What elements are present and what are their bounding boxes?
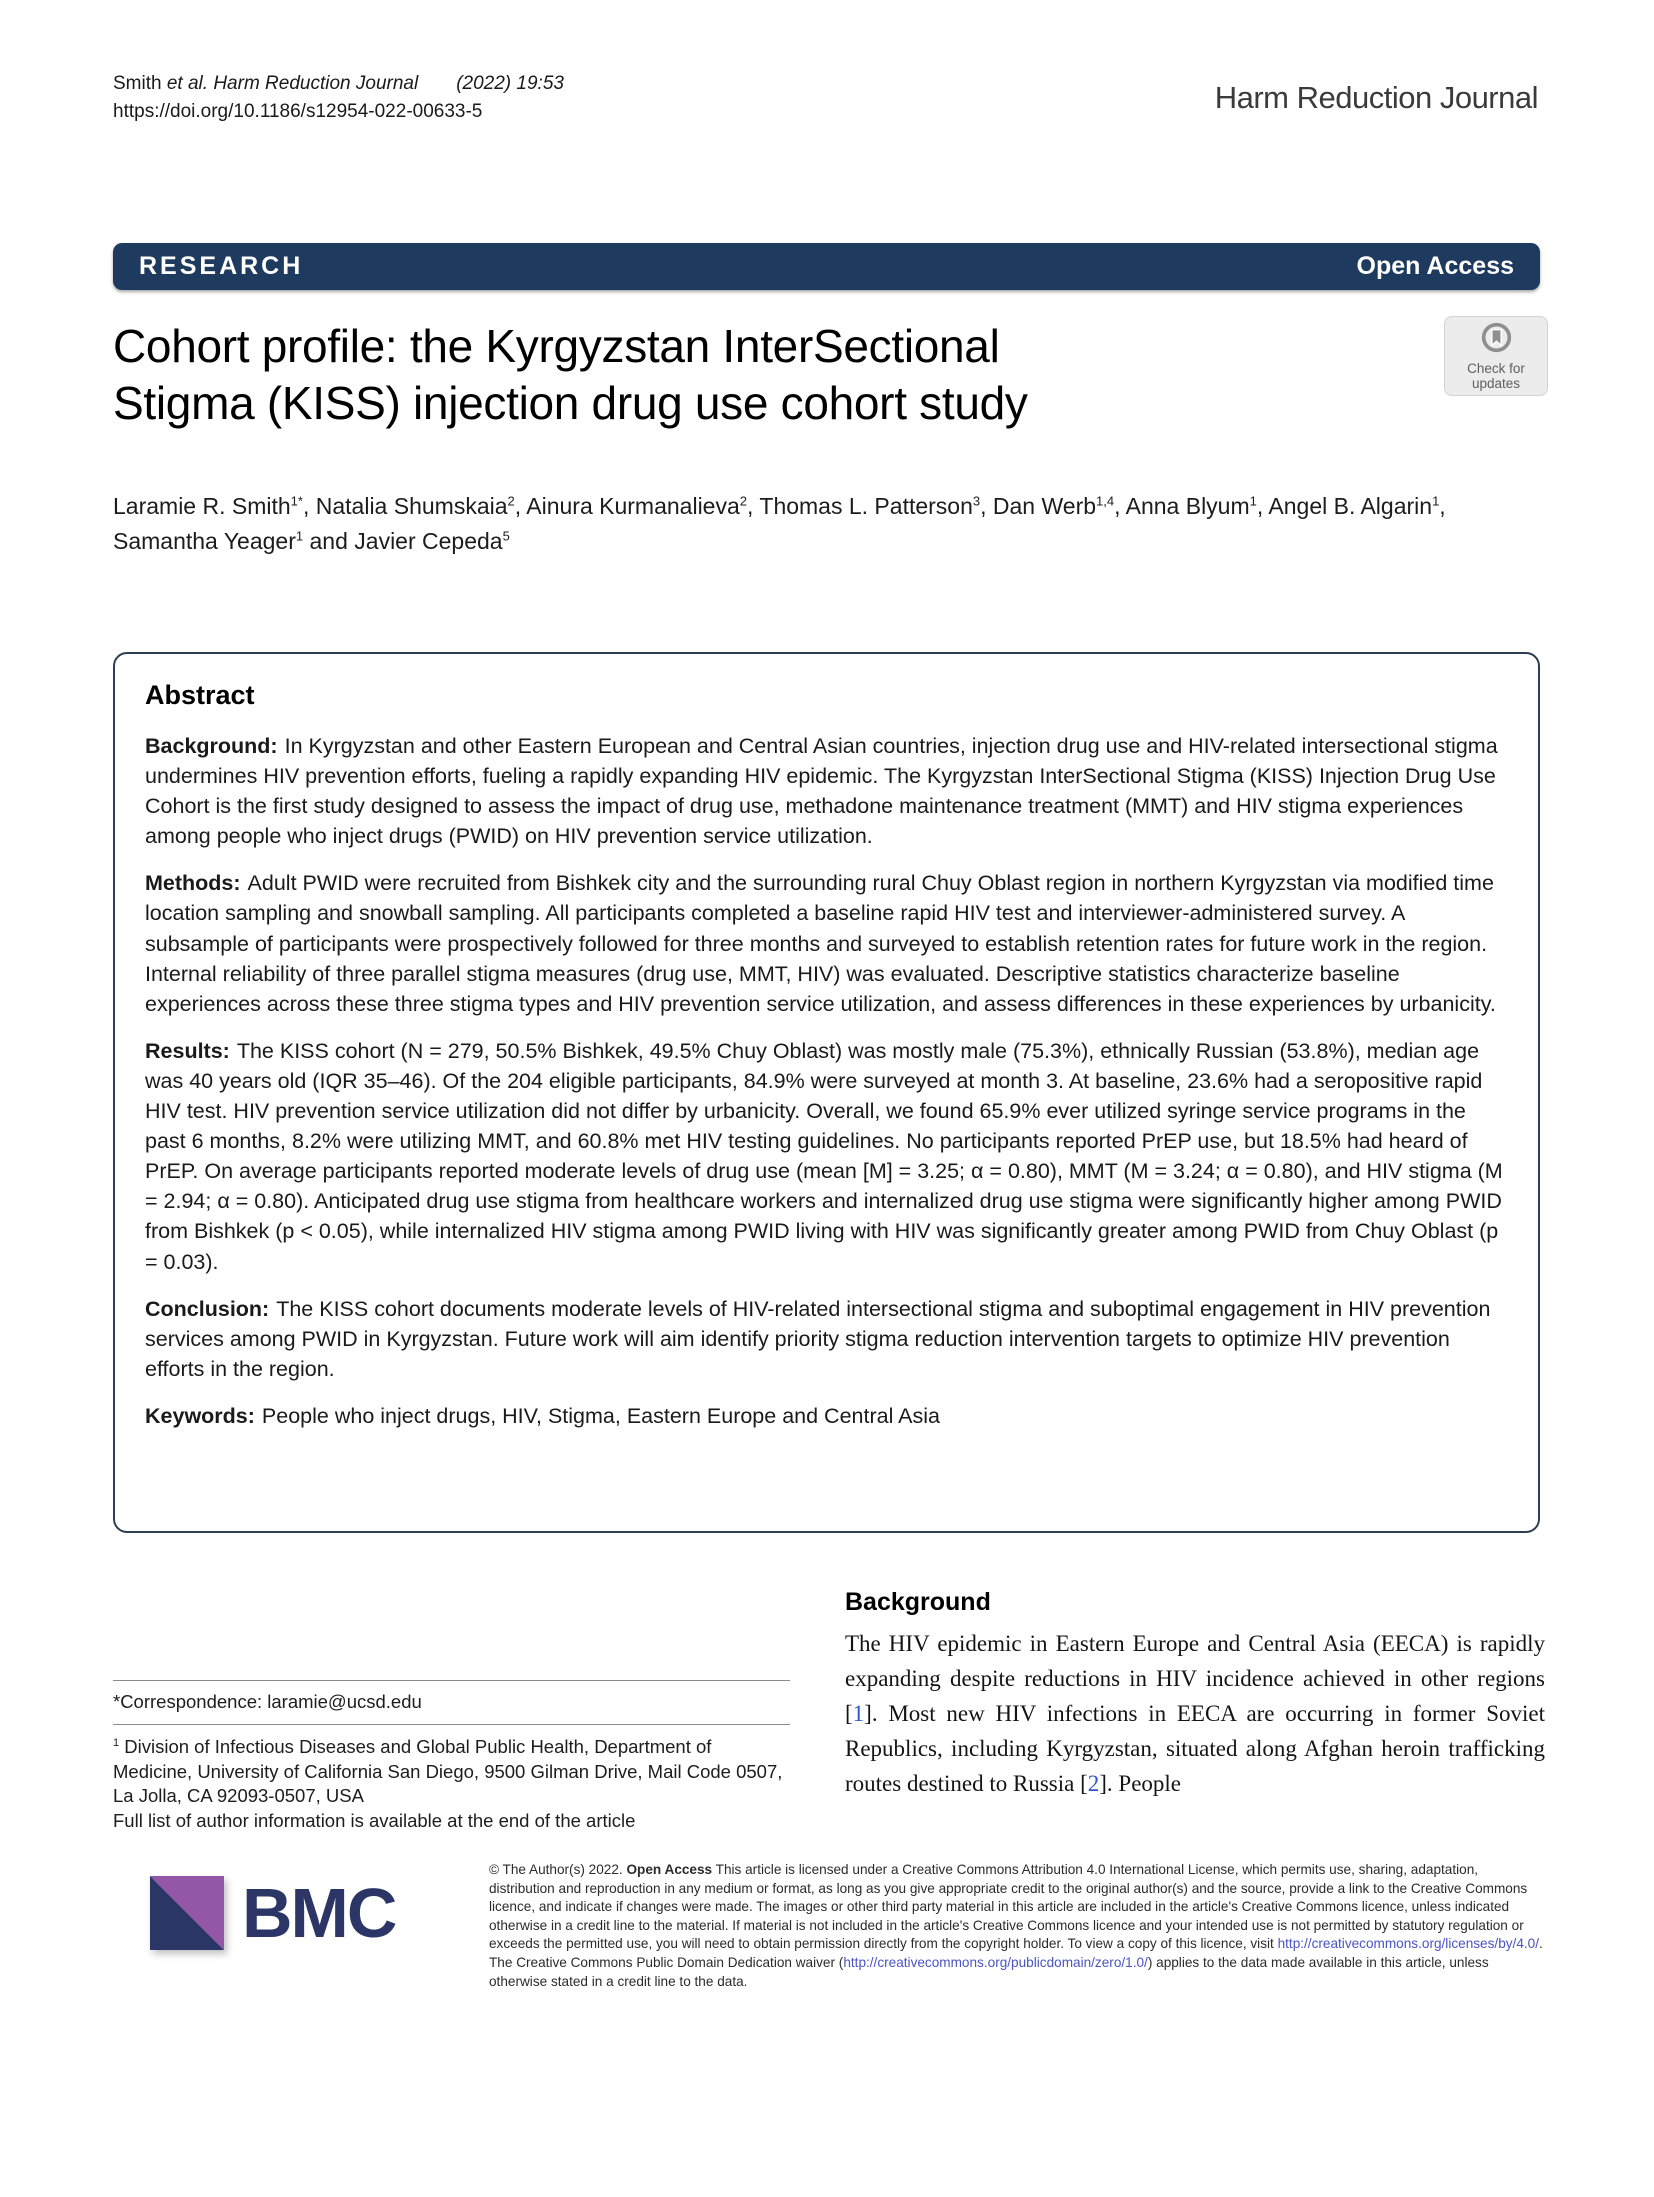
- abstract-conclusion-label: Conclusion:: [145, 1296, 270, 1321]
- author-affiliation-sup: 2: [507, 493, 515, 509]
- background-paragraph: The HIV epidemic in Eastern Europe and Central Asia (EECA) is rapidly expanding despite reductions in HIV incidence achieved in other regions [1]. Most new HIV infections in EECA are occurring in former Soviet Republics, including Kyrgyzstan, situated along Afghan heroin trafficking routes destined to Russia [2]. People: [845, 1631, 1545, 1796]
- author-affiliation-sup: 2: [739, 493, 748, 509]
- open-access-label: Open Access: [1356, 252, 1514, 280]
- abstract-heading: Abstract: [145, 680, 255, 710]
- citation-journal: et al. Harm Reduction Journal: [166, 73, 419, 94]
- abstract-methods: Methods: Adult PWID were recruited from Bishkek city and the surrounding rural Chuy Oblast region in northern Kyrgyzstan via modified time location sampling and snowball sampling. All participants completed a baseline rapid HIV test and interviewer-administered survey. A subsample of participants were prospectively followed for three months and surveyed to establish retention rates for future work in the region. Internal reliability of three parallel stigma measures (drug use, MMT, HIV) was evaluated. Descriptive statistics characterize baseline experiences across these three stigma types and HIV prevention service utilization, and assess differences in these experiences by urbanicity.: [145, 871, 1496, 1016]
- reference-link-1[interactable]: 1: [852, 1700, 865, 1726]
- abstract-keywords: Keywords: People who inject drugs, HIV, Stigma, Eastern Europe and Central Asia: [145, 1403, 940, 1428]
- abstract-keywords-label: Keywords:: [145, 1403, 255, 1428]
- page-title: [113, 318, 1433, 431]
- check-for-updates-badge[interactable]: [1444, 316, 1548, 396]
- abstract-box: [113, 652, 1540, 1533]
- abstract-results: Results: The KISS cohort (N = 279, 50.5% Bishkek, 49.5% Chuy Oblast) was mostly male (75.3%), ethnically Russian (53.8%), median age was 40 years old (IQR 35–46). Of the 204 eligible participants, 84.9% were surveyed at month 3. At baseline, 23.6% had a seropositive rapid HIV test. HIV prevention service utilization did not differ by urbanicity. Overall, we found 65.9% ever utilized syringe service programs in the past 6 months, 8.2% were utilizing MMT, and 60.8% met HIV testing guidelines. No participants reported PrEP use, but 18.5% had heard of PrEP. On average participants reported moderate levels of drug use (mean [M] = 3.25; α = 0.80), MMT (M = 3.24; α = 0.80), and HIV stigma (M = 2.94; α = 0.80). Anticipated drug use stigma from healthcare workers and internalized drug use stigma were significantly higher among PWID from Bishkek (p < 0.05), while internalized HIV stigma among PWID living with HIV was significantly greater among PWID from Chuy Oblast (p = 0.03).: [145, 1038, 1503, 1274]
- bmc-logo-text: BMC: [242, 1874, 396, 1952]
- article-type-label: RESEARCH: [139, 252, 304, 280]
- correspondence-line: [113, 1681, 790, 1724]
- abstract-background: Background: In Kyrgyzstan and other Eastern European and Central Asian countries, injection drug use and HIV-related intersectional stigma undermines HIV prevention efforts, fueling a rapidly expanding HIV epidemic. The Kyrgyzstan InterSectional Stigma (KISS) Injection Drug Use Cohort is the first study designed to assess the impact of drug use, methadone maintenance treatment (MMT) and HIV stigma experiences among people who inject drugs (PWID) on HIV prevention service utilization.: [145, 734, 1498, 849]
- author-affiliation-sup: 1*: [290, 493, 303, 509]
- abstract-background-label: Background:: [145, 734, 278, 758]
- bmc-logo-mark: [150, 1876, 224, 1950]
- author-affiliation-sup: 1,4: [1096, 493, 1115, 509]
- author-affiliation-sup: 1: [295, 527, 304, 543]
- author-affiliation-sup: 5: [502, 527, 510, 543]
- author: Ainura Kurmanalieva: [526, 493, 740, 519]
- author-info-note: Full list of author information is available at the end of the article: [113, 1809, 636, 1831]
- crossmark-icon: [1480, 321, 1513, 359]
- correspondence-label: *Correspondence:: [113, 1691, 263, 1712]
- citation-issue: (2022) 19:53: [456, 73, 564, 94]
- background-heading: Background: [845, 1588, 991, 1616]
- license-text: © The Author(s) 2022. Open Access This article is licensed under a Creative Commons Attribution 4.0 International License, which permits use, sharing, adaptation, distribution and reproduction in any medium or format, as long as you give appropriate credit to the original author(s) and the source, provide a link to the Creative Commons licence, and indicate if changes were made. The images or other third party material in this article are included in the article's Creative Commons licence, unless indicated otherwise in a credit line to the material. If material is not included in the article's Creative Commons licence and your intended use is not permitted by statutory regulation or exceeds the permitted use, you will need to obtain permission directly from the copyright holder. To view a copy of this licence, visit http://creativecommons.org/licenses/by/4.0/. The Creative Commons Public Domain Dedication waiver (http://creativecommons.org/publicdomain/zero/1.0/) applies to the data made available in this article, unless otherwise stated in a credit line to the data.: [489, 1862, 1543, 1989]
- citation-authors: Smith: [113, 73, 167, 94]
- divider: [113, 1724, 790, 1725]
- abstract-methods-label: Methods:: [145, 871, 241, 896]
- author: Thomas L. Patterson: [759, 493, 973, 519]
- author: Dan Werb: [992, 493, 1097, 519]
- author-list: Laramie R. Smith$^{1*}$, Natalia Shumskaia$^2$, Ainura Kurmanalieva$^2$, Thomas L. Patterson$^3$, Dan Werb$^{1,4}$, Anna Blyum$^1$, Angel B. Algarin$^1$, Samantha Yeager$^1$ and Javier Cepeda$^5$: [113, 493, 1446, 554]
- author: Javier Cepeda: [354, 527, 503, 554]
- journal-name: Harm Reduction Journal: [1214, 80, 1538, 115]
- author: Angel B. Algarin: [1268, 493, 1433, 519]
- correspondence-email[interactable]: laramie@ucsd.edu: [267, 1691, 422, 1712]
- cc-zero-waiver-link[interactable]: http://creativecommons.org/publicdomain/zero/1.0/: [843, 1955, 1148, 1971]
- author-affiliation-sup: 3: [972, 493, 981, 509]
- author: Anna Blyum: [1125, 493, 1250, 519]
- doi-text: https://doi.org/10.1186/s12954-022-00633-5: [113, 100, 483, 122]
- title-line-2: Stigma (KISS) injection drug use cohort study: [113, 376, 1028, 429]
- footnote-column: [113, 1680, 790, 1833]
- author: Samantha Yeager: [113, 527, 296, 554]
- author: Laramie R. Smith: [113, 493, 291, 519]
- author-affiliation-sup: 1: [1432, 493, 1440, 509]
- affiliation-note: $^1$ Division of Infectious Diseases and Global Public Health, Department of Medicine, University of California San Diego, 9500 Gilman Drive, Mail Code 0507, La Jolla, CA 92093-0507, USA: [113, 1736, 783, 1807]
- author: Natalia Shumskaia: [315, 493, 508, 519]
- citation-line: [113, 70, 564, 98]
- abstract-results-label: Results:: [145, 1038, 230, 1063]
- open-access-bold: Open Access: [626, 1862, 713, 1877]
- bmc-logo: [150, 1876, 395, 1950]
- reference-link-2[interactable]: 2: [1087, 1770, 1100, 1796]
- cc-by-license-link[interactable]: http://creativecommons.org/licenses/by/4.0/: [1277, 1936, 1539, 1952]
- background-section: [845, 1588, 1545, 1802]
- article-type-banner: [113, 243, 1540, 290]
- citation-block: [113, 70, 564, 125]
- abstract-conclusion: Conclusion: The KISS cohort documents moderate levels of HIV-related intersectional stigma and suboptimal engagement in HIV prevention services among PWID in Kyrgyzstan. Future work will aim identify priority stigma reduction intervention targets to optimize HIV prevention efforts in the region.: [145, 1296, 1491, 1381]
- author-affiliation-sup: 1: [1249, 493, 1257, 509]
- title-line-1: Cohort profile: the Kyrgyzstan InterSectional: [113, 320, 1000, 372]
- check-badge-label: Check for updates: [1467, 360, 1525, 391]
